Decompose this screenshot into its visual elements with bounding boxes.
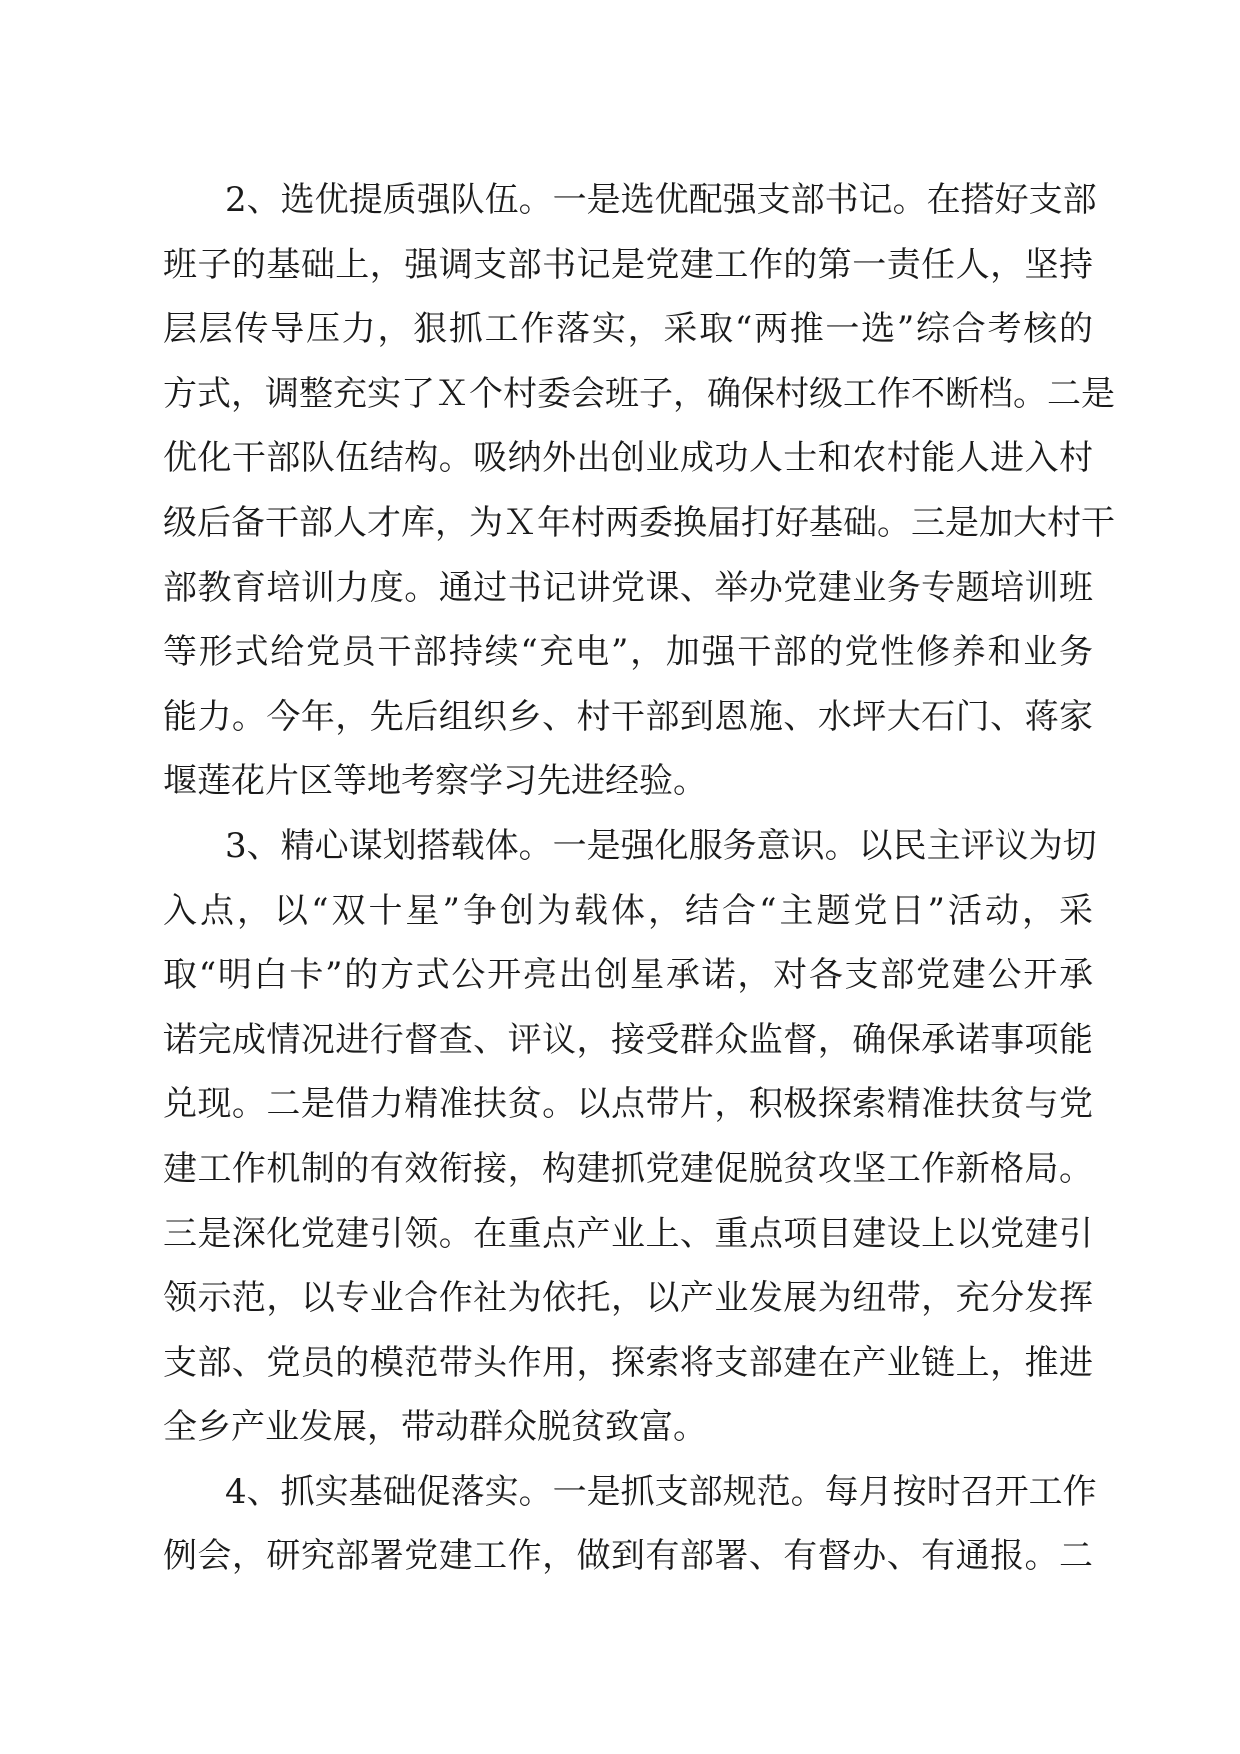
text-line: 入点，以“双十星”争创为载体，结合“主题党日”活动，采 — [163, 890, 1093, 931]
text-line: 堰莲花片区等地考察学习先进经验。 — [163, 761, 707, 802]
text-line: 支部、党员的模范带头作用，探索将支部建在产业链上，推进 — [163, 1342, 1093, 1383]
text-line: 建工作机制的有效衔接，构建抓党建促脱贫攻坚工作新格局。 — [163, 1148, 1093, 1189]
text-line: 优化干部队伍结构。吸纳外出创业成功人士和农村能人进入村 — [163, 438, 1093, 479]
text-line: 取“明白卡”的方式公开亮出创星承诺，对各支部党建公开承 — [163, 955, 1093, 996]
text-line: 班子的基础上，强调支部书记是党建工作的第一责任人，坚持 — [163, 244, 1093, 285]
text-line: 级后备干部人才库，为Ｘ年村两委换届打好基础。三是加大村干 — [163, 502, 1115, 543]
text-line: 2、选优提质强队伍。一是选优配强支部书记。在搭好支部 — [225, 180, 1097, 220]
text-line: 等形式给党员干部持续“充电”，加强干部的党性修养和业务 — [163, 632, 1093, 673]
text-line: 能力。今年，先后组织乡、村干部到恩施、水坪大石门、蒋家 — [163, 696, 1093, 737]
text-line: 例会，研究部署党建工作，做到有部署、有督办、有通报。二 — [163, 1536, 1093, 1577]
text-line: 方式，调整充实了Ｘ个村委会班子，确保村级工作不断档。二是 — [163, 373, 1115, 414]
text-line: 部教育培训力度。通过书记讲党课、举办党建业务专题培训班 — [163, 567, 1093, 608]
text-line: 4、抓实基础促落实。一是抓支部规范。每月按时召开工作 — [225, 1471, 1097, 1512]
text-line: 层层传导压力，狠抓工作落实，采取“两推一选”综合考核的 — [163, 309, 1093, 350]
text-line: 诺完成情况进行督查、评议，接受群众监督，确保承诺事项能 — [163, 1019, 1093, 1060]
text-line: 3、精心谋划搭载体。一是强化服务意识。以民主评议为切 — [225, 825, 1097, 866]
text-line: 兑现。二是借力精准扶贫。以点带片，积极探索精准扶贫与党 — [163, 1084, 1093, 1125]
text-line: 三是深化党建引领。在重点产业上、重点项目建设上以党建引 — [163, 1213, 1093, 1254]
document-body — [163, 168, 1115, 1589]
text-line: 领示范，以专业合作社为依托，以产业发展为纽带，充分发挥 — [163, 1278, 1093, 1319]
text-line: 全乡产业发展，带动群众脱贫致富。 — [163, 1407, 707, 1448]
